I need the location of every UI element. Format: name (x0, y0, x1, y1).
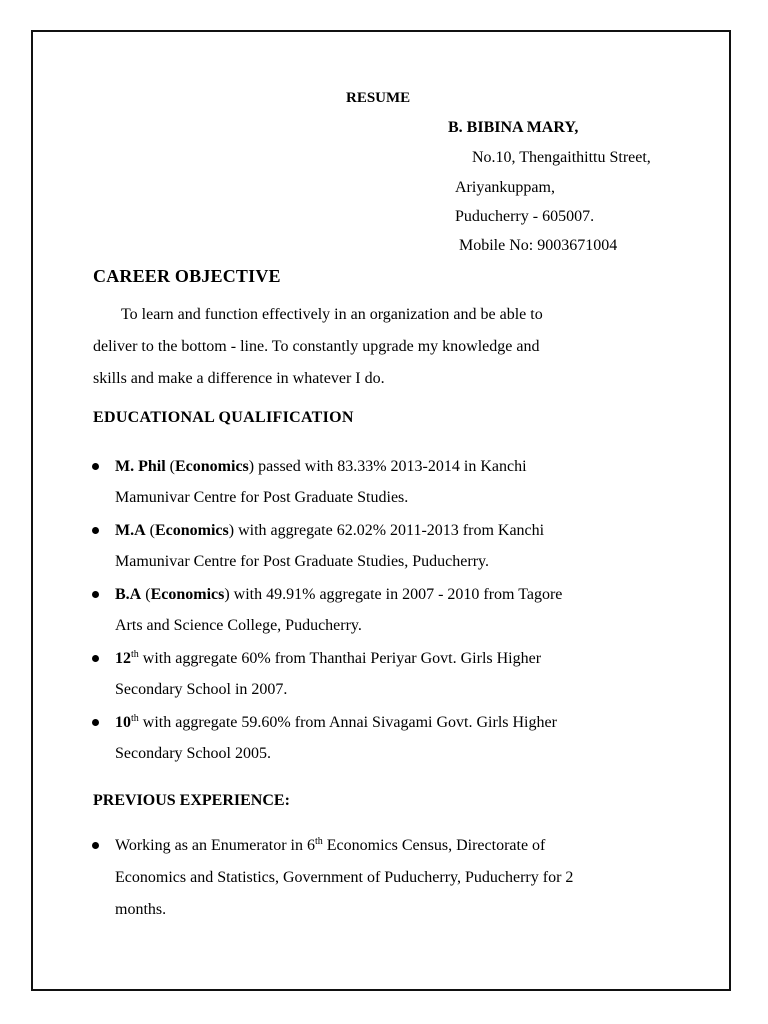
bullet-icon (92, 591, 99, 598)
education-list (90, 451, 690, 771)
bullet-icon (92, 842, 99, 849)
experience-text: Working as an Enumerator in 6 (115, 837, 315, 854)
degree: 12 (115, 650, 131, 667)
education-item (90, 451, 690, 513)
education-line (115, 451, 690, 482)
applicant-name: B. BIBINA MARY, (448, 119, 579, 136)
bullet-icon (92, 527, 99, 534)
education-item (90, 643, 690, 705)
subject: Economics (150, 586, 225, 603)
education-line: Mamunivar Centre for Post Graduate Studies, Puducherry. (115, 553, 489, 570)
experience-heading: PREVIOUS EXPERIENCE: (93, 792, 290, 809)
education-line: Arts and Science College, Puducherry. (115, 617, 362, 634)
objective-line: skills and make a difference in whatever I do. (93, 370, 385, 387)
ordinal-suffix: th (131, 649, 139, 660)
bullet-icon (92, 719, 99, 726)
degree: 10 (115, 714, 131, 731)
education-line (115, 515, 690, 546)
address-line-3: Puducherry - 605007. (455, 208, 595, 225)
ordinal-suffix: th (315, 836, 323, 847)
education-detail: with aggregate 59.60% from Annai Sivagami Govt. Girls Higher (138, 714, 557, 731)
education-item (90, 579, 690, 641)
subject: Economics (175, 458, 249, 475)
career-objective-text (93, 299, 653, 395)
career-objective-heading: CAREER OBJECTIVE (93, 266, 281, 286)
education-line (115, 707, 690, 738)
objective-line: To learn and function effectively in an organization and be able to (121, 306, 543, 323)
education-item (90, 707, 690, 769)
education-detail: ) with 49.91% aggregate in 2007 - 2010 from Tagore (224, 586, 563, 603)
experience-line (115, 830, 690, 862)
experience-line: months. (115, 901, 167, 918)
experience-list (90, 830, 690, 928)
education-line: Mamunivar Centre for Post Graduate Studies. (115, 489, 409, 506)
education-line: Secondary School in 2007. (115, 681, 288, 698)
education-line (115, 643, 690, 674)
bullet-icon (92, 655, 99, 662)
objective-line: deliver to the bottom - line. To constantly upgrade my knowledge and (93, 338, 540, 355)
address-line-2: Ariyankuppam, (455, 179, 555, 196)
subject: Economics (154, 522, 229, 539)
experience-text: Economics Census, Directorate of (322, 837, 546, 854)
education-detail: ) passed with 83.33% 2013-2014 in Kanchi (248, 458, 527, 475)
mobile-number: Mobile No: 9003671004 (459, 237, 618, 254)
degree: M. Phil (115, 458, 166, 475)
paren: ( (141, 586, 151, 603)
experience-item (90, 830, 690, 926)
address-line-1: No.10, Thengaithittu Street, (472, 149, 651, 166)
education-detail: ) with aggregate 62.02% 2011-2013 from Kanchi (228, 522, 545, 539)
paren: ( (145, 522, 155, 539)
degree: M.A (115, 522, 146, 539)
education-detail: with aggregate 60% from Thanthai Periyar Govt. Girls Higher (138, 650, 542, 667)
education-line (115, 579, 690, 610)
paren: ( (165, 458, 175, 475)
experience-line: Economics and Statistics, Government of Puducherry, Puducherry for 2 (115, 869, 574, 886)
resume-title: RESUME (346, 90, 411, 106)
bullet-icon (92, 463, 99, 470)
education-heading: EDUCATIONAL QUALIFICATION (93, 409, 354, 426)
ordinal-suffix: th (131, 713, 139, 724)
degree: B.A (115, 586, 142, 603)
education-line: Secondary School 2005. (115, 745, 271, 762)
education-item (90, 515, 690, 577)
